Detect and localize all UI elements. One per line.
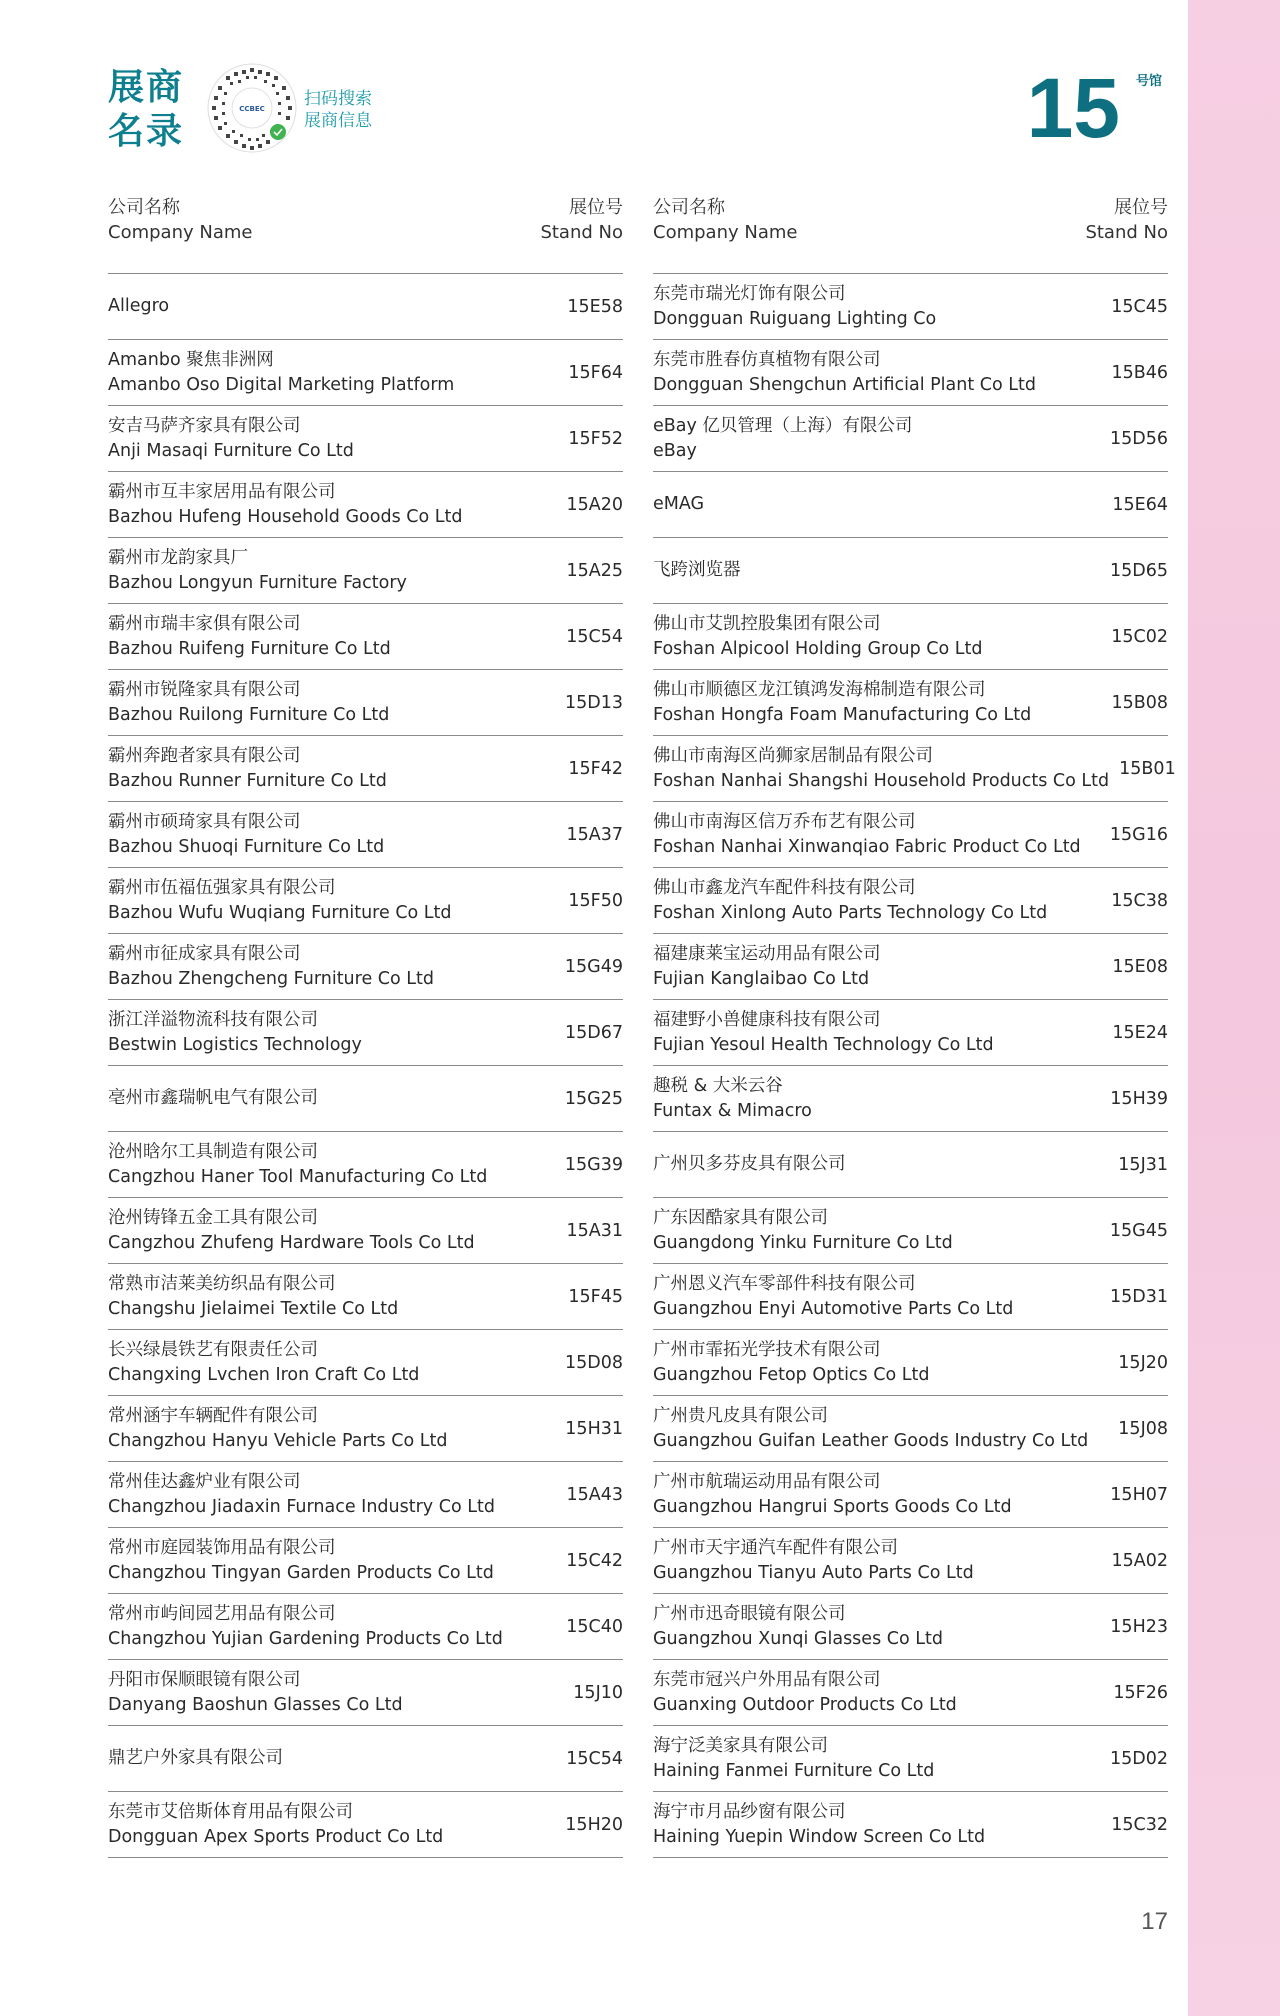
- exhibitor-name: [108, 678, 543, 728]
- exhibitor-name: [653, 1272, 1088, 1322]
- exhibitor-name-en: Foshan Nanhai Shangshi Household Products Co Ltd: [653, 770, 1110, 791]
- header-name-cn: 公司名称: [653, 197, 725, 218]
- exhibitor-name: [108, 1338, 543, 1388]
- exhibitor-name: [108, 1536, 543, 1586]
- stand-number: 15H07: [1110, 1484, 1168, 1505]
- exhibitor-name: [108, 942, 543, 992]
- exhibitor-name-en: Dongguan Ruiguang Lighting Co: [653, 308, 937, 329]
- stand-number: 15E24: [1112, 1022, 1168, 1043]
- exhibitor-name-cn: 霸州奔跑者家具有限公司: [108, 745, 301, 766]
- stand-number: 15F64: [568, 362, 623, 383]
- stand-number: 15C38: [1111, 890, 1168, 911]
- exhibitor-name: [108, 480, 543, 530]
- exhibitor-row: [653, 1264, 1168, 1330]
- exhibitor-row: [653, 1528, 1168, 1594]
- stand-number: 15C54: [566, 626, 623, 647]
- exhibitor-row: [108, 1462, 623, 1528]
- exhibitor-name: [653, 1074, 1088, 1124]
- exhibitor-name-cn: 东莞市冠兴户外用品有限公司: [653, 1669, 881, 1690]
- exhibitor-name: [653, 1800, 1088, 1850]
- qr-code-icon: [206, 62, 298, 154]
- stand-number: 15H31: [565, 1418, 623, 1439]
- exhibitor-name-cn: 鼎艺户外家具有限公司: [108, 1748, 283, 1768]
- exhibitor-name-en: Guanxing Outdoor Products Co Ltd: [653, 1694, 957, 1715]
- exhibitor-row: [653, 274, 1168, 340]
- exhibitor-row: [108, 1396, 623, 1462]
- exhibitor-name-en: Fujian Kanglaibao Co Ltd: [653, 968, 870, 989]
- exhibitor-name-cn: 霸州市锐隆家具有限公司: [108, 679, 301, 700]
- stand-number: 15G39: [564, 1154, 623, 1175]
- exhibitor-name-en: Changxing Lvchen Iron Craft Co Ltd: [108, 1364, 420, 1385]
- stand-number: 15J10: [573, 1682, 623, 1703]
- exhibitor-row: [653, 1132, 1168, 1198]
- exhibitor-name-cn: 东莞市艾倍斯体育用品有限公司: [108, 1801, 353, 1822]
- exhibitor-row: [108, 1198, 623, 1264]
- column-header-stand: [1085, 195, 1168, 245]
- exhibitor-row: [108, 868, 623, 934]
- stand-number: 15D31: [1109, 1286, 1168, 1307]
- stand-number: 15D56: [1109, 428, 1168, 449]
- exhibitor-name-en: Changshu Jielaimei Textile Co Ltd: [108, 1298, 399, 1319]
- stand-number: 15A37: [566, 824, 623, 845]
- exhibitor-name-cn: 常州涵宇车辆配件有限公司: [108, 1405, 318, 1426]
- exhibitor-name: [108, 1602, 543, 1652]
- exhibitor-name: [653, 1668, 1088, 1718]
- exhibitor-name-en: Amanbo Oso Digital Marketing Platform: [108, 374, 455, 395]
- exhibitor-name-en: Guangzhou Hangrui Sports Goods Co Ltd: [653, 1496, 1012, 1517]
- exhibitor-name-en: Bazhou Longyun Furniture Factory: [108, 572, 407, 593]
- exhibitor-row: [653, 472, 1168, 538]
- stand-number: 15C02: [1111, 626, 1168, 647]
- exhibitor-name-cn: 霸州市硕琦家具有限公司: [108, 811, 301, 832]
- stand-number: 15F42: [568, 758, 623, 779]
- exhibitor-name-cn: 霸州市伍福伍强家具有限公司: [108, 877, 336, 898]
- exhibitor-row: [108, 670, 623, 736]
- exhibitor-name-en: Allegro: [108, 296, 170, 316]
- qr-center-text: CCBEC: [239, 105, 265, 113]
- exhibitor-name: [108, 1668, 543, 1718]
- stand-number: 15G16: [1109, 824, 1168, 845]
- exhibitor-row: [108, 1330, 623, 1396]
- exhibitor-name-cn: 广州市霏拓光学技术有限公司: [653, 1339, 881, 1360]
- exhibitor-name-en: Anji Masaqi Furniture Co Ltd: [108, 440, 354, 461]
- exhibitor-name: [108, 612, 543, 662]
- page-header: [108, 62, 1172, 172]
- exhibitor-name-en: Bazhou Hufeng Household Goods Co Ltd: [108, 506, 463, 527]
- exhibitor-name: [108, 810, 543, 860]
- exhibitor-name-en: Haining Yuepin Window Screen Co Ltd: [653, 1826, 986, 1847]
- exhibitor-name-cn: 佛山市顺德区龙江镇鸿发海棉制造有限公司: [653, 679, 986, 700]
- exhibitor-name-cn: 福建康莱宝运动用品有限公司: [653, 943, 881, 964]
- exhibitor-name-en: Bazhou Ruifeng Furniture Co Ltd: [108, 638, 391, 659]
- exhibitor-row: [108, 406, 623, 472]
- exhibitor-list: [108, 274, 623, 1858]
- exhibitor-row: [108, 1528, 623, 1594]
- exhibitor-row: [108, 1660, 623, 1726]
- exhibitor-name: [108, 1404, 543, 1454]
- exhibitor-row: [108, 1264, 623, 1330]
- exhibitor-name: [653, 744, 1119, 794]
- exhibitor-name-cn: 佛山市南海区尚狮家居制品有限公司: [653, 745, 933, 766]
- stand-number: 15C42: [566, 1550, 623, 1571]
- exhibitor-name-cn: eBay 亿贝管理（上海）有限公司: [653, 415, 913, 436]
- column-header: [653, 195, 1168, 274]
- exhibitor-name-en: Haining Fanmei Furniture Co Ltd: [653, 1760, 935, 1781]
- exhibitor-name: [108, 546, 543, 596]
- header-name-en: Company Name: [653, 222, 798, 243]
- stand-number: 15A02: [1111, 1550, 1168, 1571]
- exhibitor-row: [653, 1198, 1168, 1264]
- scan-hint: [304, 88, 372, 132]
- exhibitor-name-en: Guangzhou Enyi Automotive Parts Co Ltd: [653, 1298, 1014, 1319]
- exhibitor-row: [108, 1132, 623, 1198]
- stand-number: 15C45: [1111, 296, 1168, 317]
- exhibitor-name-cn: 霸州市互丰家居用品有限公司: [108, 481, 336, 502]
- header-name-en: Company Name: [108, 222, 253, 243]
- exhibitor-name: [108, 1008, 543, 1058]
- exhibitor-name: [108, 348, 543, 398]
- stand-number: 15J20: [1118, 1352, 1168, 1373]
- exhibitor-row: [653, 868, 1168, 934]
- stand-number: 15E64: [1112, 494, 1168, 515]
- exhibitor-name-en: Funtax & Mimacro: [653, 1100, 812, 1121]
- exhibitor-name-en: Bazhou Wufu Wuqiang Furniture Co Ltd: [108, 902, 452, 923]
- header-stand-en: Stand No: [1085, 222, 1168, 243]
- stand-number: 15D02: [1109, 1748, 1168, 1769]
- exhibitor-name-en: Guangdong Yinku Furniture Co Ltd: [653, 1232, 953, 1253]
- exhibitor-row: [653, 1462, 1168, 1528]
- stand-number: 15F26: [1113, 1682, 1168, 1703]
- exhibitor-name: [653, 1734, 1088, 1784]
- stand-number: 15F52: [568, 428, 623, 449]
- title-line-1: 展商: [108, 67, 185, 108]
- header-name-cn: 公司名称: [108, 197, 180, 218]
- stand-number: 15F50: [568, 890, 623, 911]
- exhibitor-name-cn: 常州市庭园装饰用品有限公司: [108, 1537, 336, 1558]
- title-line-2: 名录: [108, 111, 185, 152]
- stand-number: 15E58: [567, 296, 623, 317]
- stand-number: 15H23: [1110, 1616, 1168, 1637]
- exhibitor-name: [108, 1746, 543, 1771]
- exhibitor-name-en: Foshan Nanhai Xinwanqiao Fabric Product Co Ltd: [653, 836, 1081, 857]
- exhibitor-name-en: Fujian Yesoul Health Technology Co Ltd: [653, 1034, 994, 1055]
- exhibitor-name-cn: 海宁市月品纱窗有限公司: [653, 1801, 846, 1822]
- page-number: 17: [1141, 1908, 1168, 1935]
- stand-number: 15F45: [568, 1286, 623, 1307]
- exhibitor-name: [653, 810, 1091, 860]
- exhibitor-name-cn: Amanbo 聚焦非洲网: [108, 349, 274, 370]
- exhibitor-name: [108, 294, 543, 319]
- exhibitor-name-cn: 海宁泛美家具有限公司: [653, 1735, 828, 1756]
- exhibitor-name-cn: 东莞市瑞光灯饰有限公司: [653, 283, 846, 304]
- hall-unit-label: 号馆: [1135, 74, 1162, 89]
- exhibitor-name-cn: 霸州市龙韵家具厂: [108, 547, 248, 568]
- exhibitor-row: [108, 1066, 623, 1132]
- exhibitor-name-en: Changzhou Tingyan Garden Products Co Ltd: [108, 1562, 494, 1583]
- exhibitor-name-cn: 东莞市胜春仿真植物有限公司: [653, 349, 881, 370]
- exhibitor-name: [108, 1800, 543, 1850]
- exhibitor-name-en: Bazhou Runner Furniture Co Ltd: [108, 770, 387, 791]
- exhibitor-name-cn: 广州市迅奇眼镜有限公司: [653, 1603, 846, 1624]
- exhibitor-name-cn: 趣税 & 大米云谷: [653, 1075, 783, 1096]
- exhibitor-name: [653, 1008, 1088, 1058]
- exhibitor-name: [108, 1140, 543, 1190]
- exhibitor-row: [653, 736, 1176, 802]
- exhibitor-name-en: Guangzhou Fetop Optics Co Ltd: [653, 1364, 930, 1385]
- stand-number: 15B01: [1119, 758, 1176, 779]
- exhibitor-name-cn: 广州恩义汽车零部件科技有限公司: [653, 1273, 916, 1294]
- exhibitor-name-en: Changzhou Jiadaxin Furnace Industry Co Ltd: [108, 1496, 495, 1517]
- exhibitor-row: [653, 406, 1168, 472]
- exhibitor-name-cn: 广州市天宇通汽车配件有限公司: [653, 1537, 898, 1558]
- exhibitor-row: [653, 1726, 1168, 1792]
- exhibitor-name-cn: 浙江洋溢物流科技有限公司: [108, 1009, 318, 1030]
- stand-number: 15G45: [1109, 1220, 1168, 1241]
- exhibitor-name-en: Bazhou Zhengcheng Furniture Co Ltd: [108, 968, 434, 989]
- exhibitor-row: [108, 1000, 623, 1066]
- exhibitor-name-cn: 广州贵凡皮具有限公司: [653, 1405, 828, 1426]
- exhibitor-name: [653, 942, 1088, 992]
- exhibitor-name: [653, 348, 1088, 398]
- exhibitor-row: [653, 340, 1168, 406]
- decorative-side-strip: [1188, 0, 1280, 2016]
- exhibitor-name-cn: 佛山市鑫龙汽车配件科技有限公司: [653, 877, 916, 898]
- stand-number: 15B08: [1111, 692, 1168, 713]
- exhibitor-name-en: Danyang Baoshun Glasses Co Ltd: [108, 1694, 403, 1715]
- stand-number: 15A31: [566, 1220, 623, 1241]
- exhibitor-row: [108, 736, 623, 802]
- exhibitor-name-en: Guangzhou Xunqi Glasses Co Ltd: [653, 1628, 943, 1649]
- hall-number: 15: [1026, 61, 1120, 155]
- header-stand-en: Stand No: [540, 222, 623, 243]
- exhibitor-name-en: Changzhou Yujian Gardening Products Co Ltd: [108, 1628, 503, 1649]
- exhibitor-name-cn: 长兴绿晨铁艺有限责任公司: [108, 1339, 318, 1360]
- exhibitor-row: [653, 802, 1168, 868]
- column-header: [108, 195, 623, 274]
- stand-number: 15E08: [1112, 956, 1168, 977]
- exhibitor-name: [653, 1338, 1088, 1388]
- stand-number: 15B46: [1111, 362, 1168, 383]
- exhibitor-row: [653, 1792, 1168, 1858]
- exhibitor-name: [653, 1470, 1088, 1520]
- stand-number: 15D08: [564, 1352, 623, 1373]
- stand-number: 15H20: [565, 1814, 623, 1835]
- exhibitor-name-en: Cangzhou Haner Tool Manufacturing Co Ltd: [108, 1166, 488, 1187]
- exhibitor-row: [653, 1000, 1168, 1066]
- column-header-name: [653, 195, 797, 245]
- exhibitor-name: [653, 282, 1088, 332]
- exhibitor-name-cn: 安吉马萨齐家具有限公司: [108, 415, 301, 436]
- exhibitor-name-en: eBay: [653, 440, 697, 461]
- exhibitor-name-cn: 常熟市洁莱美纺织品有限公司: [108, 1273, 336, 1294]
- scan-hint-line-1: 扫码搜索: [304, 89, 372, 109]
- exhibitor-name-en: Foshan Xinlong Auto Parts Technology Co Ltd: [653, 902, 1048, 923]
- exhibitor-name-en: Foshan Hongfa Foam Manufacturing Co Ltd: [653, 704, 1032, 725]
- exhibitor-row: [108, 1792, 623, 1858]
- exhibitor-name-cn: 沧州铸锋五金工具有限公司: [108, 1207, 318, 1228]
- exhibitor-name: [653, 1536, 1088, 1586]
- exhibitor-name-en: Guangzhou Tianyu Auto Parts Co Ltd: [653, 1562, 974, 1583]
- exhibitor-name: [653, 678, 1088, 728]
- stand-number: 15G25: [564, 1088, 623, 1109]
- exhibitor-name-en: eMAG: [653, 494, 705, 514]
- exhibitor-name-cn: 亳州市鑫瑞帆电气有限公司: [108, 1088, 318, 1108]
- exhibitor-row: [108, 802, 623, 868]
- exhibitor-name: [653, 1152, 1088, 1177]
- exhibitor-name-cn: 佛山市艾凯控股集团有限公司: [653, 613, 881, 634]
- stand-number: 15D13: [564, 692, 623, 713]
- qr-code[interactable]: [206, 62, 298, 154]
- stand-number: 15C40: [566, 1616, 623, 1637]
- exhibitor-name-cn: 丹阳市保顺眼镜有限公司: [108, 1669, 301, 1690]
- stand-number: 15A43: [566, 1484, 623, 1505]
- header-stand-cn: 展位号: [1114, 197, 1168, 218]
- exhibitor-name-en: Foshan Alpicool Holding Group Co Ltd: [653, 638, 983, 659]
- exhibitor-row: [108, 274, 623, 340]
- exhibitor-name: [108, 1470, 543, 1520]
- exhibitor-name-cn: 广东因酷家具有限公司: [653, 1207, 828, 1228]
- exhibitor-row: [108, 1594, 623, 1660]
- exhibitor-name-cn: 飞跨浏览器: [653, 560, 741, 580]
- exhibitor-name-en: Changzhou Hanyu Vehicle Parts Co Ltd: [108, 1430, 448, 1451]
- exhibitor-name: [108, 744, 543, 794]
- exhibitor-name: [653, 414, 1088, 464]
- exhibitor-row: [108, 1726, 623, 1792]
- header-stand-cn: 展位号: [569, 197, 623, 218]
- exhibitor-name-cn: 广州市航瑞运动用品有限公司: [653, 1471, 881, 1492]
- exhibitor-row: [653, 1396, 1168, 1462]
- exhibitor-name-cn: 佛山市南海区信万乔布艺有限公司: [653, 811, 916, 832]
- exhibitor-name: [653, 558, 1088, 583]
- exhibitor-name-en: Bazhou Shuoqi Furniture Co Ltd: [108, 836, 385, 857]
- stand-number: 15C32: [1111, 1814, 1168, 1835]
- exhibitor-name: [653, 612, 1088, 662]
- stand-number: 15A25: [566, 560, 623, 581]
- exhibitor-name: [108, 414, 543, 464]
- exhibitor-name: [108, 876, 543, 926]
- exhibitor-name-en: Bazhou Ruilong Furniture Co Ltd: [108, 704, 390, 725]
- stand-number: 15J31: [1118, 1154, 1168, 1175]
- exhibitor-row: [653, 1330, 1168, 1396]
- exhibitor-name: [108, 1206, 543, 1256]
- stand-number: 15C54: [566, 1748, 623, 1769]
- stand-number: 15D67: [564, 1022, 623, 1043]
- exhibitor-row: [653, 1066, 1168, 1132]
- exhibitor-name-cn: 霸州市征成家具有限公司: [108, 943, 301, 964]
- exhibitor-name-en: Bestwin Logistics Technology: [108, 1034, 362, 1055]
- exhibitor-name-en: Guangzhou Guifan Leather Goods Industry Co Ltd: [653, 1430, 1089, 1451]
- exhibitor-row: [653, 670, 1168, 736]
- exhibitor-name-cn: 常州佳达鑫炉业有限公司: [108, 1471, 301, 1492]
- exhibitor-column-right: [653, 195, 1176, 1858]
- exhibitor-row: [653, 604, 1168, 670]
- exhibitor-name: [108, 1272, 543, 1322]
- exhibitor-row: [653, 1594, 1168, 1660]
- exhibitor-name: [653, 1602, 1088, 1652]
- exhibitor-name-cn: 广州贝多芬皮具有限公司: [653, 1154, 846, 1174]
- exhibitor-row: [653, 538, 1168, 604]
- scan-hint-line-2: 展商信息: [304, 111, 372, 131]
- exhibitor-row: [653, 934, 1168, 1000]
- directory-title: [108, 66, 188, 154]
- exhibitor-row: [108, 934, 623, 1000]
- stand-number: 15A20: [566, 494, 623, 515]
- exhibitor-name: [653, 1404, 1098, 1454]
- stand-number: 15G49: [564, 956, 623, 977]
- exhibitor-name-cn: 沧州晗尔工具制造有限公司: [108, 1141, 318, 1162]
- column-header-stand: [540, 195, 623, 245]
- exhibitor-name-en: Cangzhou Zhufeng Hardware Tools Co Ltd: [108, 1232, 475, 1253]
- exhibitor-name-cn: 霸州市瑞丰家俱有限公司: [108, 613, 301, 634]
- exhibitor-row: [653, 1660, 1168, 1726]
- exhibitor-row: [108, 472, 623, 538]
- exhibitor-name: [653, 876, 1088, 926]
- exhibitor-name: [653, 1206, 1088, 1256]
- exhibitor-name-cn: 福建野小兽健康科技有限公司: [653, 1009, 881, 1030]
- exhibitor-column-left: [108, 195, 623, 1858]
- exhibitor-name: [653, 492, 1088, 517]
- exhibitor-row: [108, 604, 623, 670]
- exhibitor-row: [108, 340, 623, 406]
- stand-number: 15D65: [1109, 560, 1168, 581]
- stand-number: 15H39: [1110, 1088, 1168, 1109]
- exhibitor-name-en: Dongguan Apex Sports Product Co Ltd: [108, 1826, 444, 1847]
- exhibitor-name: [108, 1086, 543, 1111]
- exhibitor-row: [108, 538, 623, 604]
- exhibitor-name-en: Dongguan Shengchun Artificial Plant Co Ltd: [653, 374, 1036, 395]
- exhibitor-name-cn: 常州市屿间园艺用品有限公司: [108, 1603, 336, 1624]
- exhibitor-list: [653, 274, 1176, 1858]
- stand-number: 15J08: [1118, 1418, 1168, 1439]
- column-header-name: [108, 195, 252, 245]
